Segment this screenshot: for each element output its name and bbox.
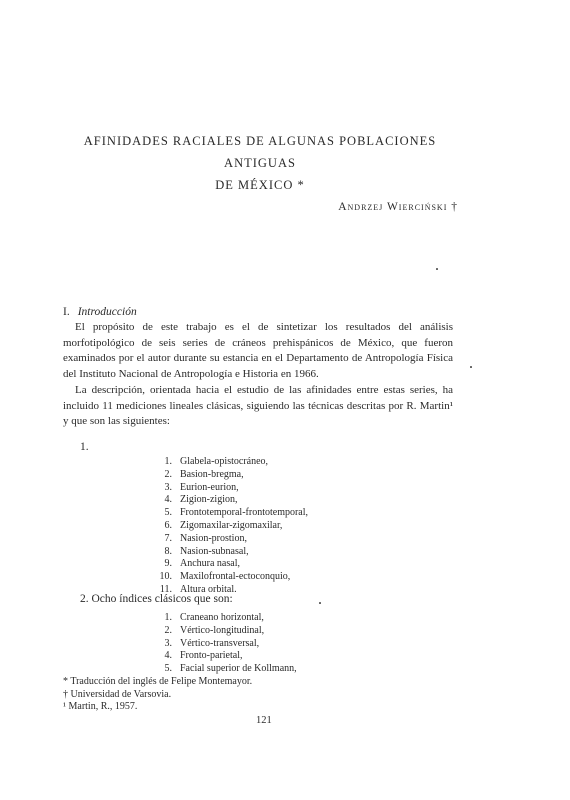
page-number: 121 xyxy=(256,715,272,726)
measurements-list xyxy=(148,456,308,597)
list-item: 7. Nasion-prostion, xyxy=(164,532,247,544)
section-number: I. xyxy=(63,306,70,318)
list-item: 6. Zigomaxilar-zigomaxilar, xyxy=(164,519,283,531)
section-title: Introducción xyxy=(77,306,137,318)
list-item: 4. Fronto-parietal, xyxy=(164,650,243,662)
paragraph-2: La descripción, orientada hacia el estudio de las afinidades entre estas series, ha incluido 11 mediciones lineales clásicas, siguiendo las técnicas descritas por R. Martin¹ y que son las siguientes: xyxy=(63,384,453,427)
list-1-label: 1. xyxy=(80,441,89,453)
list-item: 9. Anchura nasal, xyxy=(164,558,240,570)
list-item: 8. Nasion-subnasal, xyxy=(164,545,249,557)
list-item: 3. Eurion-eurion, xyxy=(164,481,239,493)
footnote: † Universidad de Varsovia. xyxy=(63,688,172,700)
article-title xyxy=(80,130,440,196)
footnote: ¹ Martin, R., 1957. xyxy=(63,701,138,712)
list-item: 5. Frontotemporal-frontotemporal, xyxy=(164,507,309,519)
indices-list xyxy=(148,612,297,676)
list-item: 2. Basion-bregma, xyxy=(164,468,244,480)
scan-speck xyxy=(436,268,438,270)
scan-speck xyxy=(319,602,321,604)
list-item: 5. Facial superior de Kollmann, xyxy=(164,663,297,675)
list-item: 10. Maxilofrontal-ectoconquio, xyxy=(159,571,291,583)
footnote: * Traducción del inglés de Felipe Montemayor. xyxy=(63,676,253,687)
list-item: 2. Vértico-longitudinal, xyxy=(164,624,265,636)
list-2-label: 2. Ocho índices clásicos que son: xyxy=(80,593,233,605)
section-heading xyxy=(63,306,137,318)
title-line-2: DE MÉXICO * xyxy=(215,178,305,192)
footnotes xyxy=(63,676,252,714)
title-line-1: AFINIDADES RACIALES DE ALGUNAS POBLACIONES ANTIGUAS xyxy=(83,134,437,170)
list-item: 3. Vértico-transversal, xyxy=(164,637,260,649)
author-name: Andrzej Wierciński † xyxy=(338,201,458,213)
paragraph-1: El propósito de este trabajo es el de sintetizar los resultados del análisis morfotipológico de seis series de cráneos prehispánicos de México, que fueron examinados por el autor durante su estancia en el Departamento de Antropología Física del Instituto Nacional de Antropología e Historia en 1966. xyxy=(63,321,453,380)
scan-speck xyxy=(470,366,472,368)
list-item: 1. Glabela-opistocráneo, xyxy=(164,456,269,467)
list-item: 11. Altura orbital. xyxy=(159,583,237,595)
list-item: 4. Zigion-zigion, xyxy=(164,494,238,506)
list-item: 1. Craneano horizontal, xyxy=(164,612,264,623)
